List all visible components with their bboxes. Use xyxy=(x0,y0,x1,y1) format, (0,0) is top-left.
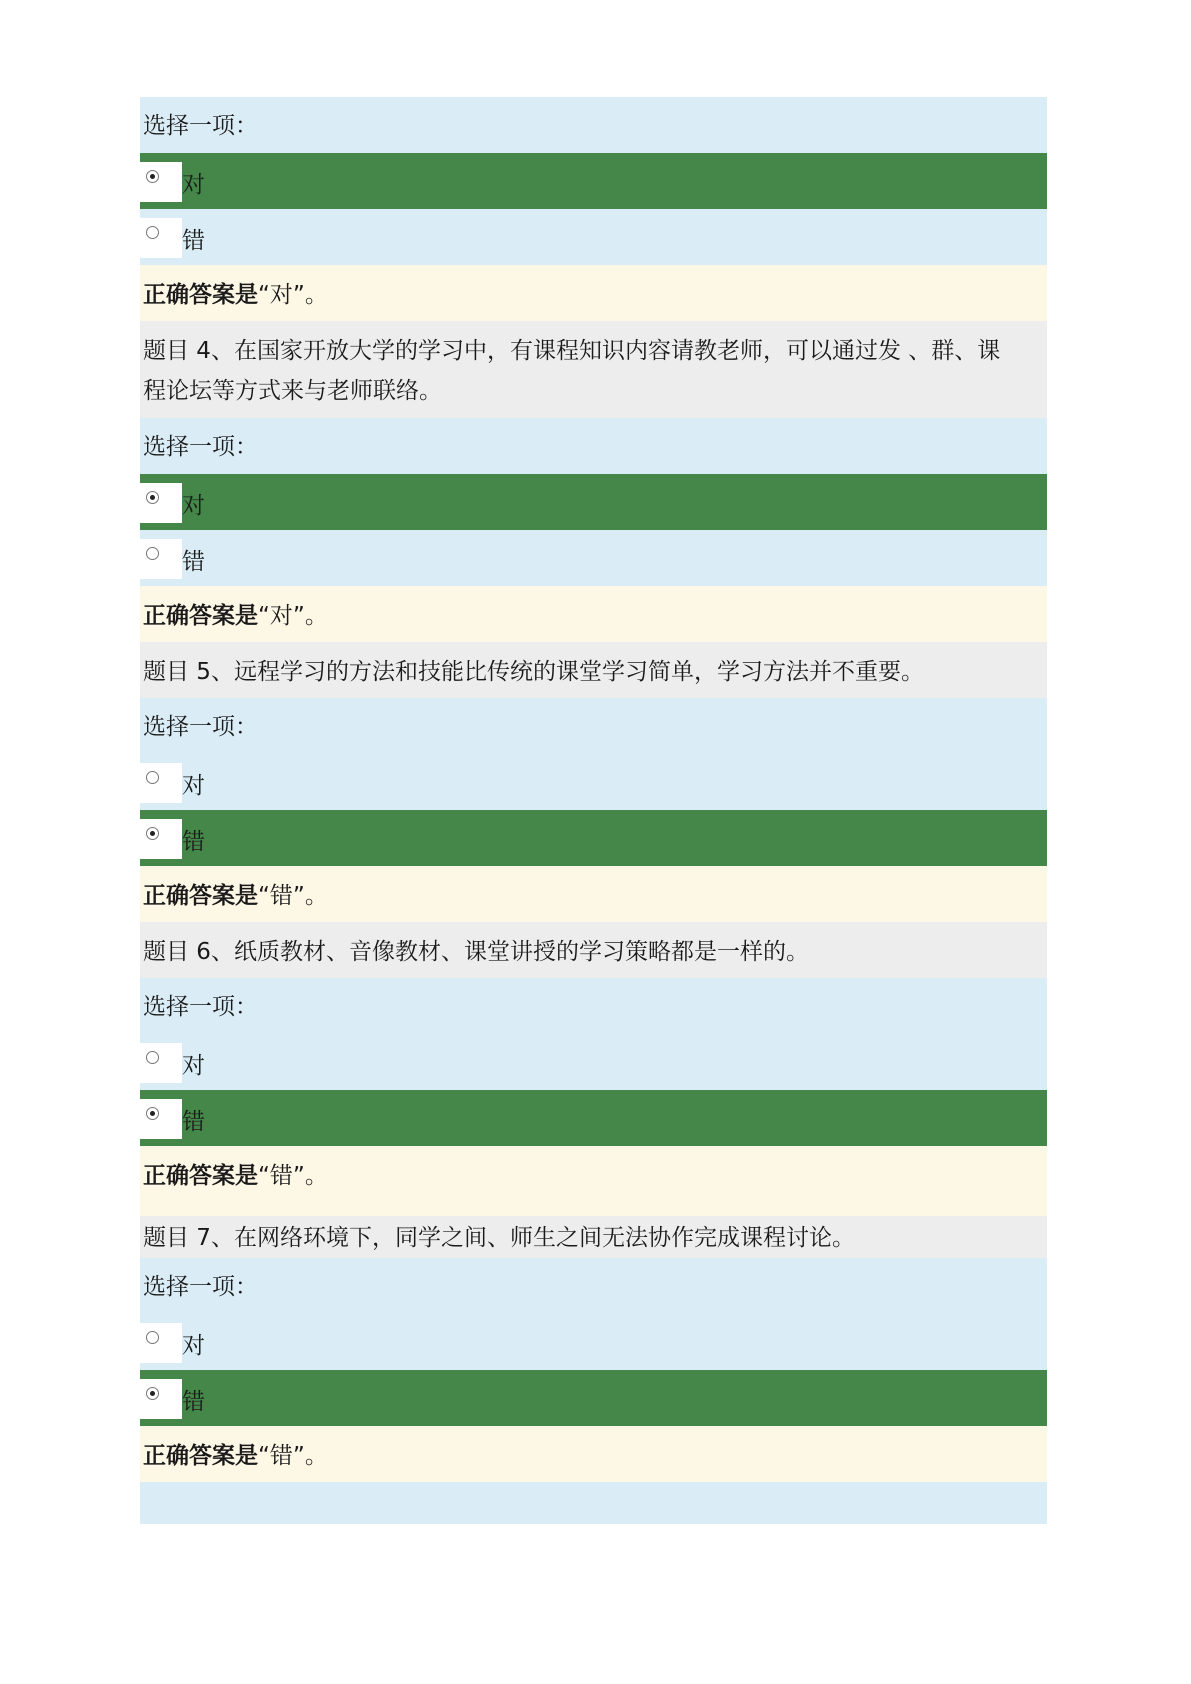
option-label: 对 xyxy=(182,172,205,198)
option-label: 对 xyxy=(182,1333,205,1359)
radio-unselected-icon[interactable] xyxy=(146,771,159,784)
prompt-select-one: 选择一项： xyxy=(140,978,1047,1034)
correct-answer: 正确答案是“错”。 xyxy=(140,1426,1047,1482)
option-true[interactable] xyxy=(140,1034,1047,1090)
correct-answer: 正确答案是“对”。 xyxy=(140,265,1047,321)
question-4: 题目 4、在国家开放大学的学习中，有课程知识内容请教老师，可以通过发 、群、课程论坛等方式来与老师联络。 xyxy=(140,321,1047,418)
correct-answer: 正确答案是“错”。 xyxy=(140,866,1047,922)
option-false[interactable] xyxy=(140,1090,1047,1146)
prompt-select-one: 选择一项： xyxy=(140,698,1047,754)
option-true[interactable] xyxy=(140,153,1047,209)
option-true[interactable] xyxy=(140,474,1047,530)
radio-selected-icon[interactable] xyxy=(146,1107,159,1120)
radio-selected-icon[interactable] xyxy=(146,491,159,504)
correct-answer: 正确答案是“错”。 xyxy=(140,1146,1047,1216)
trailing-band xyxy=(140,1482,1047,1524)
option-label: 对 xyxy=(182,493,205,519)
question-7: 题目 7、在网络环境下，同学之间、师生之间无法协作完成课程讨论。 xyxy=(140,1216,1047,1258)
option-label: 错 xyxy=(182,1389,205,1415)
option-true[interactable] xyxy=(140,1314,1047,1370)
option-label: 对 xyxy=(182,1053,205,1079)
radio-selected-icon[interactable] xyxy=(146,170,159,183)
prompt-select-one: 选择一项： xyxy=(140,418,1047,474)
option-label: 错 xyxy=(182,549,205,575)
radio-selected-icon[interactable] xyxy=(146,827,159,840)
question-6: 题目 6、纸质教材、音像教材、课堂讲授的学习策略都是一样的。 xyxy=(140,922,1047,978)
radio-selected-icon[interactable] xyxy=(146,1387,159,1400)
radio-unselected-icon[interactable] xyxy=(146,226,159,239)
option-false[interactable] xyxy=(140,1370,1047,1426)
radio-unselected-icon[interactable] xyxy=(146,1051,159,1064)
correct-answer: 正确答案是“对”。 xyxy=(140,586,1047,642)
option-false[interactable] xyxy=(140,209,1047,265)
option-label: 错 xyxy=(182,228,205,254)
option-label: 错 xyxy=(182,829,205,855)
prompt-select-one: 选择一项： xyxy=(140,1258,1047,1314)
option-label: 错 xyxy=(182,1109,205,1135)
option-false[interactable] xyxy=(140,530,1047,586)
option-true[interactable] xyxy=(140,754,1047,810)
radio-unselected-icon[interactable] xyxy=(146,1331,159,1344)
option-false[interactable] xyxy=(140,810,1047,866)
radio-unselected-icon[interactable] xyxy=(146,547,159,560)
quiz-container xyxy=(140,97,1047,1524)
question-5: 题目 5、远程学习的方法和技能比传统的课堂学习简单，学习方法并不重要。 xyxy=(140,642,1047,698)
option-label: 对 xyxy=(182,773,205,799)
prompt-select-one: 选择一项： xyxy=(140,97,1047,153)
